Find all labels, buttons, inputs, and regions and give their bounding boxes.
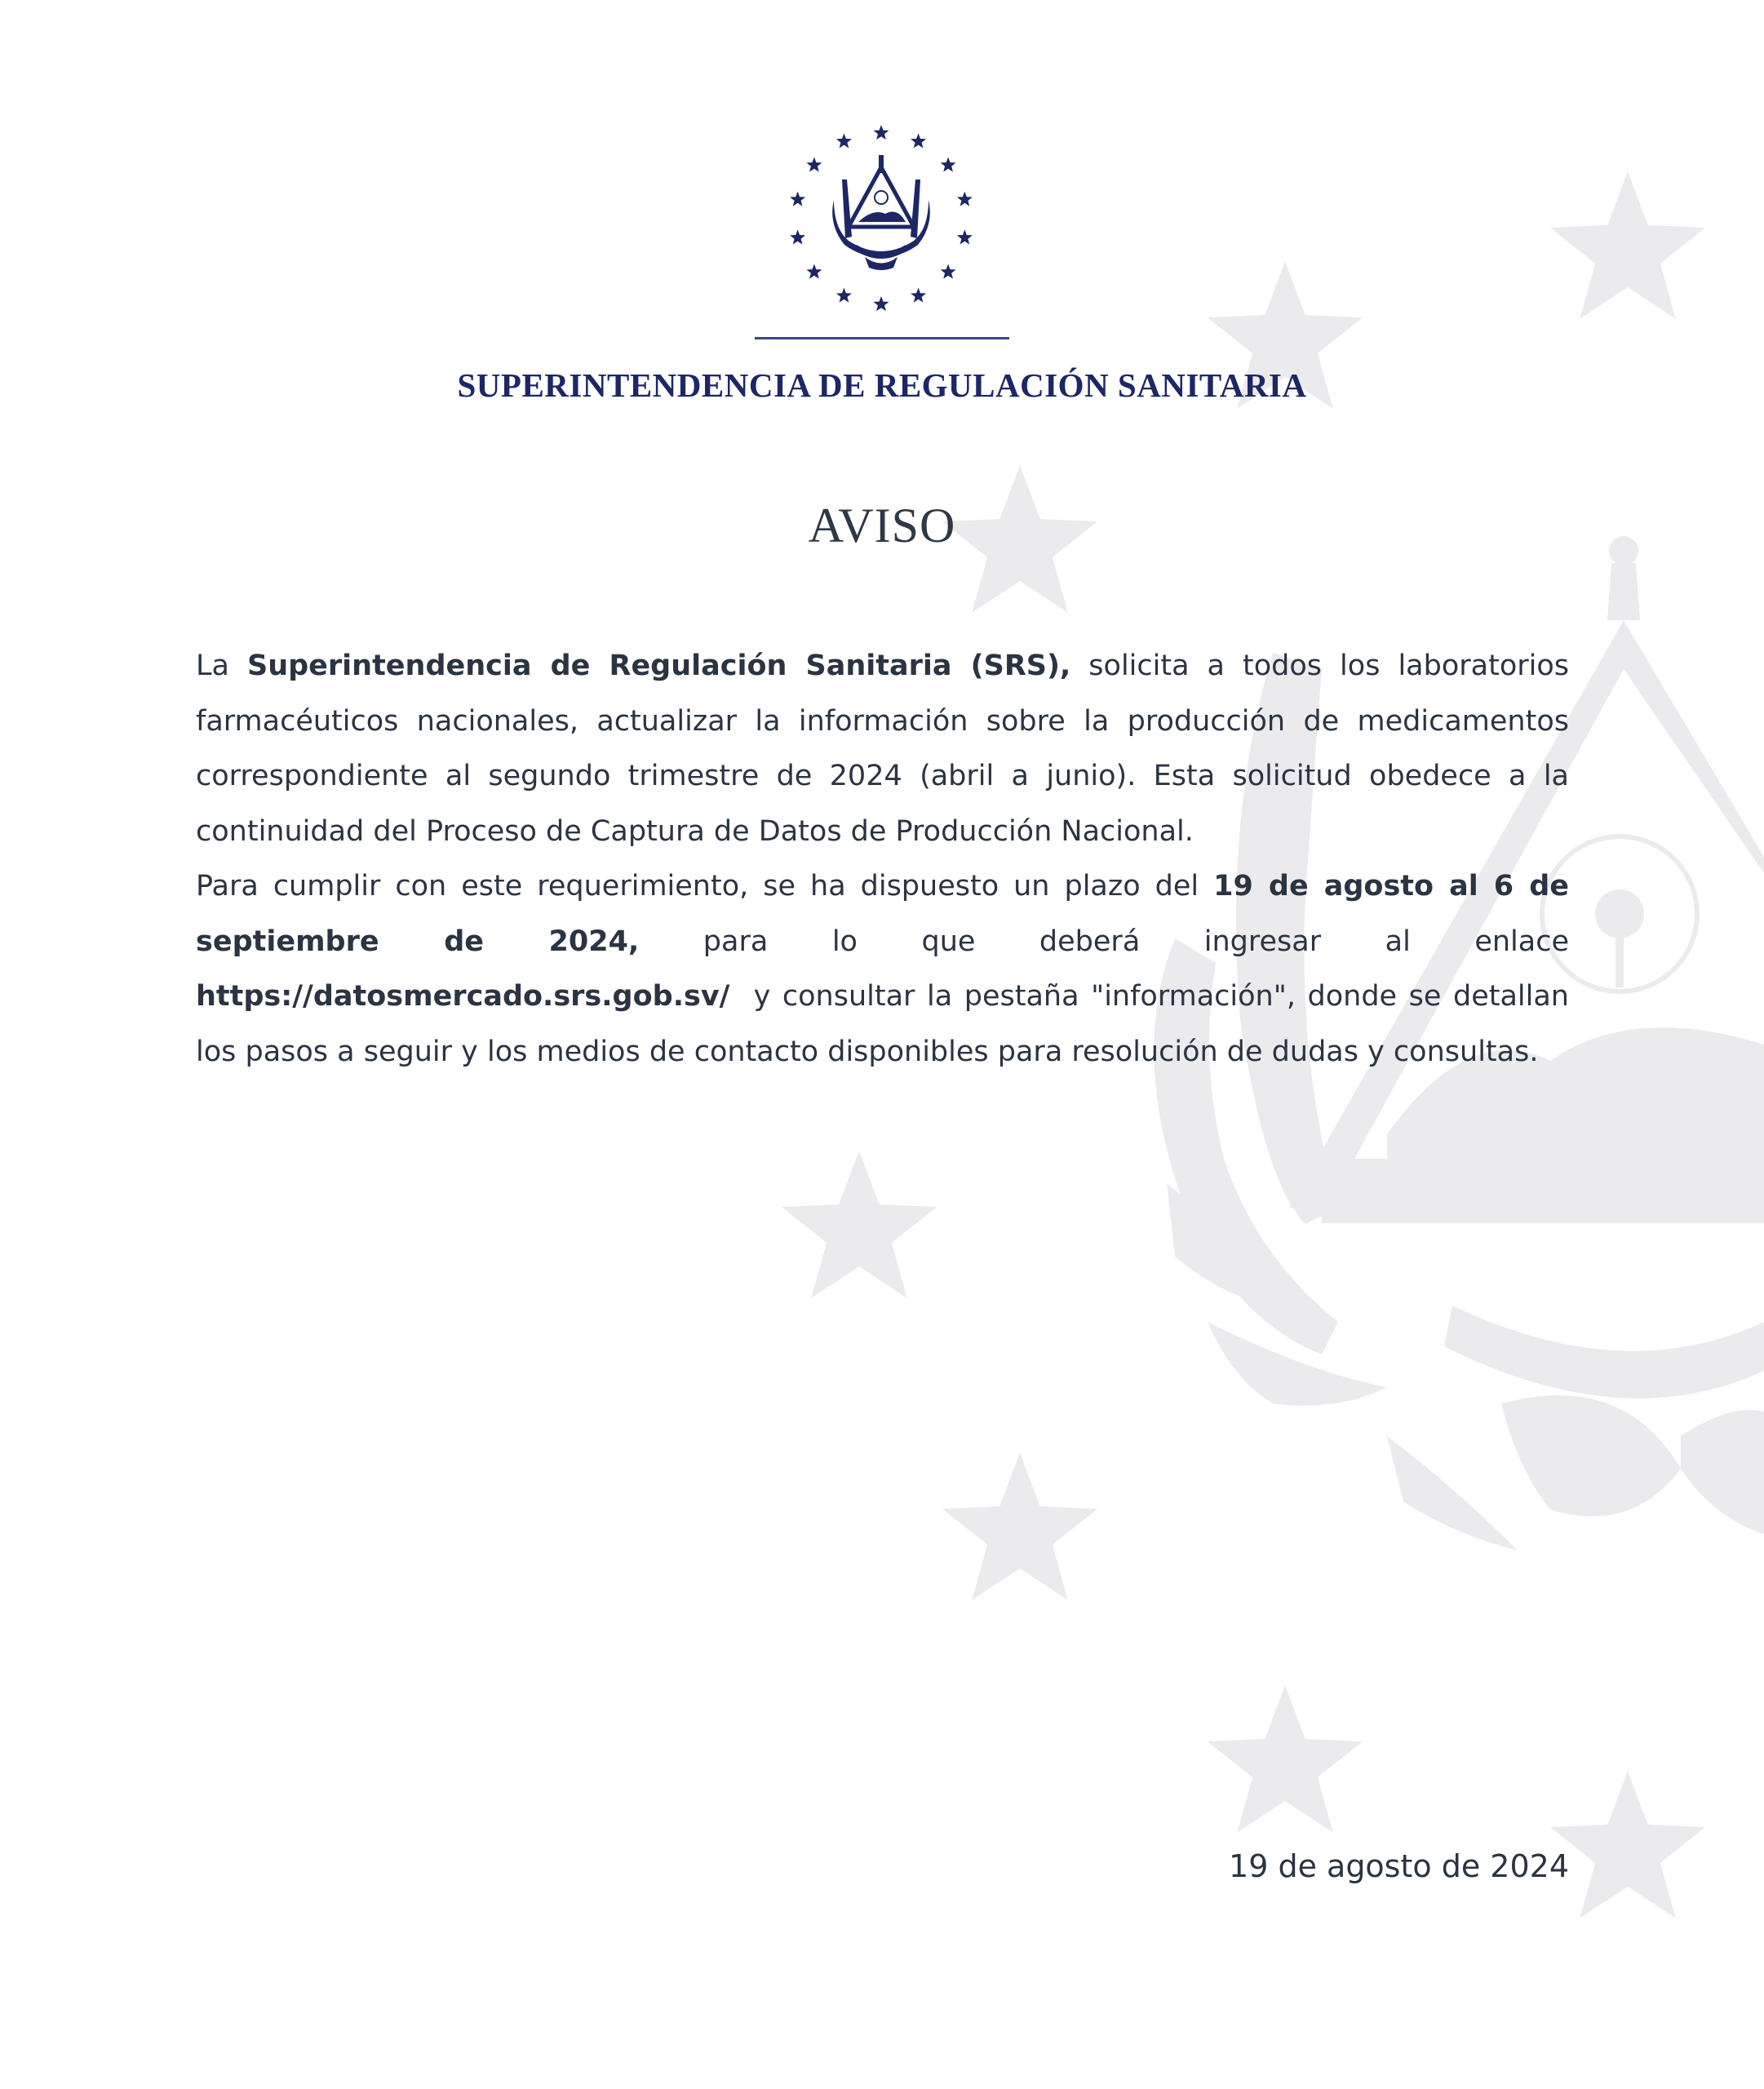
- emblem-star-icon: [957, 229, 973, 244]
- coat-of-arms-emblem-icon: [783, 122, 979, 318]
- notice-date: 19 de agosto de 2024: [1229, 1848, 1569, 1884]
- paragraph-2-mid: para lo que deberá ingresar al enlace: [639, 925, 1570, 958]
- emblem-star-icon: [911, 133, 926, 148]
- data-portal-link[interactable]: https://datosmercado.srs.gob.sv/: [196, 980, 730, 1013]
- organization-name-bold: Superintendencia de Regulación Sanitaria (SRS),: [246, 650, 1071, 682]
- watermark-star-icon: [782, 1151, 937, 1298]
- emblem-star-icon: [806, 157, 822, 172]
- emblem-star-icon: [911, 288, 926, 303]
- notice-body: [196, 639, 1579, 1080]
- notice-paragraph-1: [196, 639, 1569, 859]
- emblem-star-icon: [941, 157, 956, 172]
- emblem-star-icon: [874, 296, 889, 311]
- paragraph-1-lead: La: [196, 650, 247, 682]
- watermark-star-icon: [1550, 171, 1705, 319]
- paragraph-1-text: solicita a todos los laboratorios farmacéuticos nacionales, actualizar la información sobre la producción de medicamentos correspondiente al segundo trimestre de 2024 (abril a junio). Esta solicitud obedece a la continuidad del Proceso de Captura de Datos de Producción Nacional.: [196, 650, 1569, 848]
- watermark-star-icon: [942, 1453, 1097, 1600]
- paragraph-2-lead: Para cumplir con este requerimiento, se ha dispuesto un plazo del: [196, 870, 1214, 903]
- emblem-star-icon: [941, 264, 956, 279]
- emblem-star-icon: [836, 133, 852, 148]
- watermark-star-icon: [1208, 1685, 1363, 1833]
- notice-title: AVISO: [808, 499, 956, 552]
- emblem-star-icon: [836, 288, 852, 303]
- organization-title: SUPERINTENDENCIA DE REGULACIÓN SANITARIA: [457, 366, 1307, 404]
- emblem-star-icon: [806, 264, 822, 279]
- deadline-period-bold: 19 de agosto al 6 de septiembre de 2024,: [196, 870, 1569, 958]
- notice-paragraph-2: [196, 859, 1579, 1080]
- emblem-star-icon: [874, 125, 889, 140]
- emblem-star-icon: [790, 229, 805, 244]
- paragraph-2-text: y consultar la pestaña "información", donde se detallan los pasos a seguir y los medios de contacto disponibles para resolución de dudas y consultas.: [196, 980, 1579, 1068]
- watermark-star-icon: [1550, 1771, 1705, 1918]
- header-divider: [755, 337, 1009, 339]
- emblem-star-icon: [957, 192, 973, 206]
- emblem-star-icon: [790, 192, 805, 206]
